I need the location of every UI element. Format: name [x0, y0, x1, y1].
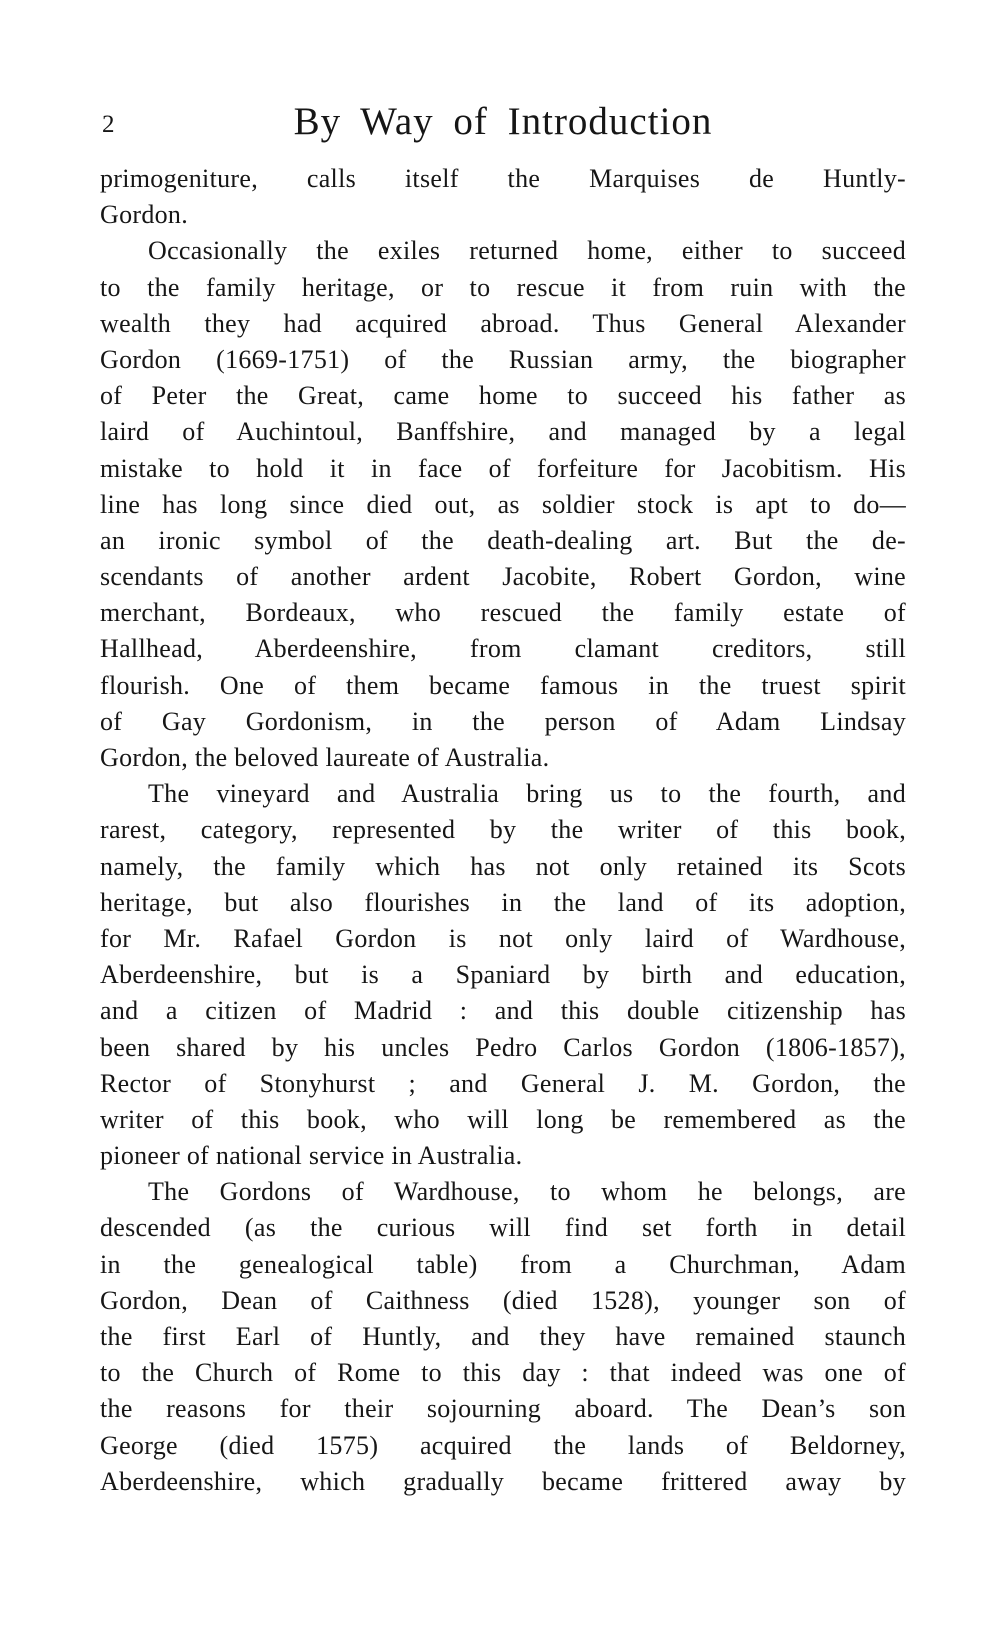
text-line: The vineyard and Australia bring us to the fourth, and: [148, 779, 906, 809]
text-line: Occasionally the exiles returned home, either to succeed: [148, 236, 906, 266]
text-line: Gordon, Dean of Caithness (died 1528), younger son of: [100, 1285, 906, 1315]
text-line: heritage, but also flourishes in the land of its adoption,: [100, 887, 906, 917]
text-line: in the genealogical table) from a Churchman, Adam: [100, 1249, 906, 1279]
text-line: of Peter the Great, came home to succeed his father as: [100, 381, 906, 411]
paragraph: [100, 233, 906, 776]
text-line: George (died 1575) acquired the lands of Beldorney,: [100, 1430, 906, 1460]
text-line: flourish. One of them became famous in the truest spirit: [100, 670, 906, 700]
text-line: Gordon.: [100, 200, 189, 230]
text-line: the first Earl of Huntly, and they have remained staunch: [100, 1322, 906, 1351]
text-line: Gordon (1669-1751) of the Russian army, the biographer: [100, 344, 906, 374]
text-line: Rector of Stonyhurst ; and General J. M. Gordon, the: [100, 1068, 906, 1098]
running-header: [100, 94, 906, 144]
text-line: laird of Auchintoul, Banffshire, and managed by a legal: [100, 417, 906, 447]
paragraph: [100, 161, 906, 233]
text-line: an ironic symbol of the death-dealing art. But the de-: [100, 525, 906, 555]
text-line: The Gordons of Wardhouse, to whom he belongs, are: [148, 1177, 906, 1207]
text-line: the reasons for their sojourning aboard. The Dean’s son: [100, 1394, 906, 1424]
body-text: [100, 161, 906, 1500]
page-number: 2: [102, 111, 115, 138]
page-title: By Way of Introduction: [293, 100, 713, 143]
text-line: writer of this book, who will long be remembered as the: [100, 1104, 906, 1134]
text-line: for Mr. Rafael Gordon is not only laird of Wardhouse,: [100, 923, 906, 953]
text-line: to the family heritage, or to rescue it from ruin with the: [100, 272, 906, 302]
text-line: to the Church of Rome to this day : that indeed was one of: [100, 1358, 906, 1388]
text-line: Gordon, the beloved laureate of Australia.: [100, 743, 550, 772]
text-line: Aberdeenshire, which gradually became frittered away by: [100, 1466, 906, 1496]
text-line: of Gay Gordonism, in the person of Adam Lindsay: [100, 706, 906, 736]
text-line: namely, the family which has not only retained its Scots: [100, 851, 906, 881]
text-line: descended (as the curious will find set forth in detail: [100, 1213, 906, 1243]
text-line: primogeniture, calls itself the Marquises de Huntly-: [100, 164, 906, 193]
text-line: and a citizen of Madrid : and this double citizenship has: [100, 996, 906, 1026]
text-line: rarest, category, represented by the writer of this book,: [100, 815, 906, 845]
paragraph: [100, 776, 906, 1174]
paragraph: [100, 1174, 906, 1500]
text-line: merchant, Bordeaux, who rescued the family estate of: [100, 598, 906, 628]
text-line: been shared by his uncles Pedro Carlos Gordon (1806-1857),: [100, 1032, 906, 1062]
text-line: Aberdeenshire, but is a Spaniard by birth and education,: [100, 960, 906, 990]
text-line: pioneer of national service in Australia.: [100, 1141, 523, 1171]
text-line: mistake to hold it in face of forfeiture for Jacobitism. His: [100, 453, 906, 483]
text-line: wealth they had acquired abroad. Thus General Alexander: [100, 308, 906, 338]
text-line: line has long since died out, as soldier stock is apt to do—: [100, 489, 906, 519]
text-line: scendants of another ardent Jacobite, Robert Gordon, wine: [100, 562, 906, 592]
text-line: Hallhead, Aberdeenshire, from clamant creditors, still: [100, 634, 906, 664]
